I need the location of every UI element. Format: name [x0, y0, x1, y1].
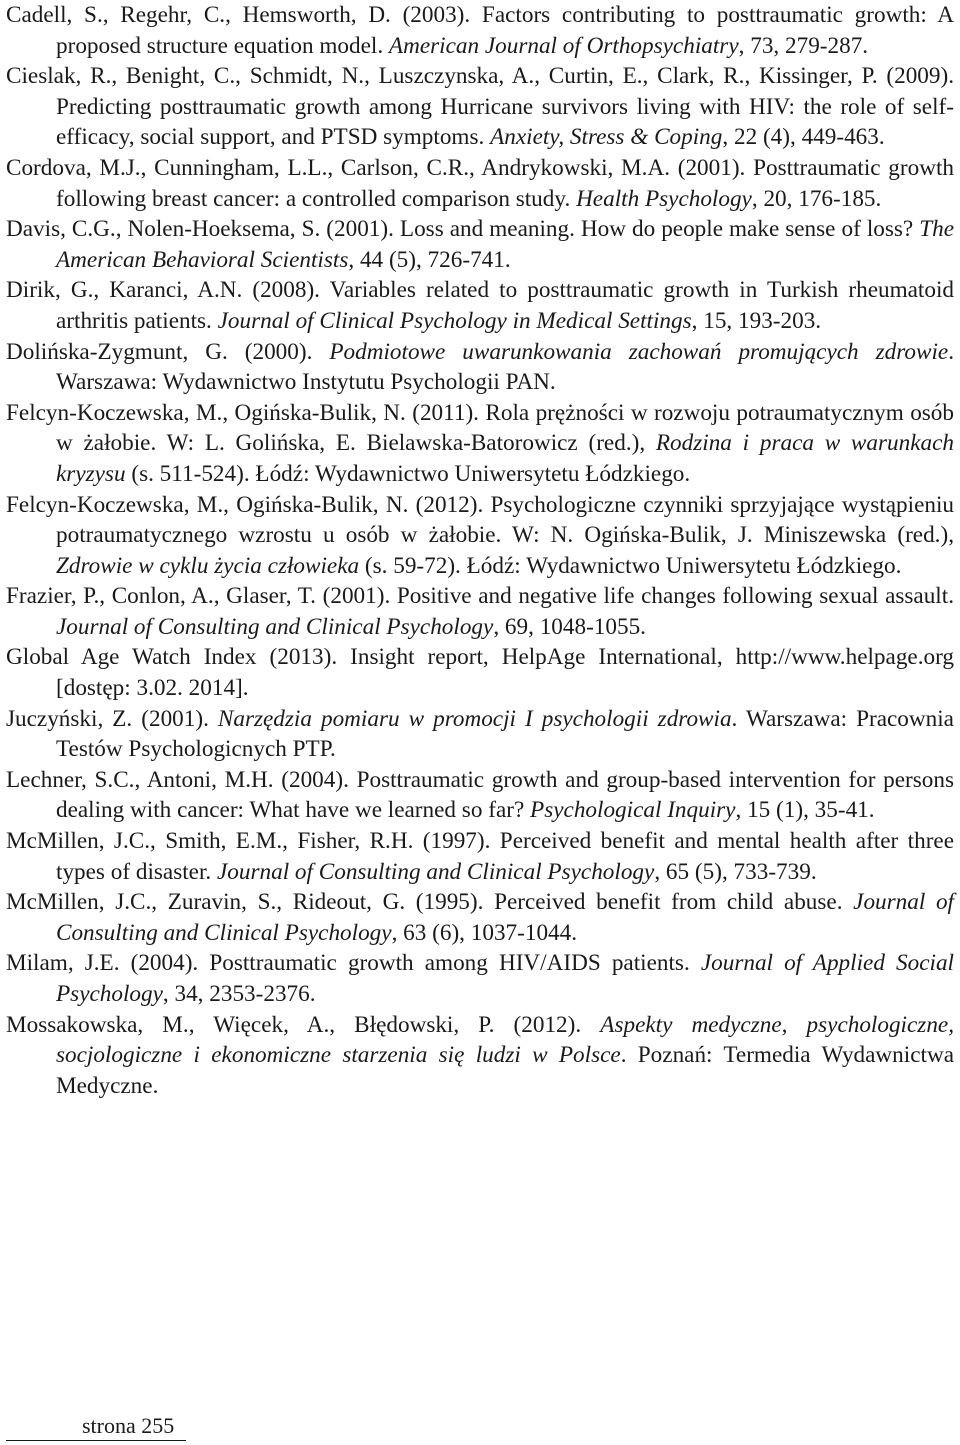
- footer-rule: [6, 1440, 186, 1441]
- reference-item: McMillen, J.C., Zuravin, S., Rideout, G. (1995). Perceived benefit from child abuse. Journal of Consulting and Clinical Psychology, 63 (6), 1037-1044.: [6, 889, 954, 946]
- reference-item: Global Age Watch Index (2013). Insight report, HelpAge International, http://www.helpage.org [dostęp: 3.02. 2014].: [6, 644, 954, 702]
- reference-item: Juczyński, Z. (2001). Narzędzia pomiaru w promocji I psychologii zdrowia. Warszawa: Pracownia Testów Psychologicnych PTP.: [6, 705, 954, 763]
- reference-item: Felcyn-Koczewska, M., Ogińska-Bulik, N. (2011). Rola prężności w rozwoju potraumatycznym osób w żałobie. W: L. Golińska, E. Bielawska-Batorowicz (red.), Rodzina i praca w warunkach kryzysu (s. 511-524). Łódź: Wydawnictwo Uniwersytetu Łódzkiego.: [6, 399, 954, 487]
- page-number: strona 255: [82, 1413, 175, 1438]
- reference-item: McMillen, J.C., Smith, E.M., Fisher, R.H. (1997). Perceived benefit and mental health after three types of disaster. Journal of Consulting and Clinical Psychology, 65 (5), 733-739.: [6, 828, 954, 885]
- reference-item: Cordova, M.J., Cunningham, L.L., Carlson, C.R., Andrykowski, M.A. (2001). Posttraumatic growth following breast cancer: a controlled comparison study. Health Psychology, 20, 176-185.: [6, 154, 954, 212]
- reference-item: Dolińska-Zygmunt, G. (2000). Podmiotowe uwarunkowania zachowań promujących zdrowie. Warszawa: Wydawnictwo Instytutu Psychologii PAN.: [6, 338, 954, 396]
- reference-list: [6, 0, 954, 1101]
- reference-item: Cieslak, R., Benight, C., Schmidt, N., Luszczynska, A., Curtin, E., Clark, R., Kissinger, P. (2009). Predicting posttraumatic growth among Hurricane survivors living with HIV: the role of self-efficacy, social support, and PTSD symptoms. Anxiety, Stress & Coping, 22 (4), 449-463.: [6, 63, 954, 151]
- reference-item: Felcyn-Koczewska, M., Ogińska-Bulik, N. (2012). Psychologiczne czynniki sprzyjające wystąpieniu potraumatycznego wzrostu u osób w żałobie. W: N. Ogińska-Bulik, J. Miniszewska (red.), Zdrowie w cyklu życia człowieka (s. 59-72). Łódź: Wydawnictwo Uniwersytetu Łódzkiego.: [6, 491, 954, 579]
- reference-item: Milam, J.E. (2004). Posttraumatic growth among HIV/AIDS patients. Journal of Applied Social Psychology, 34, 2353-2376.: [6, 950, 954, 1007]
- reference-item: Frazier, P., Conlon, A., Glaser, T. (2001). Positive and negative life changes following sexual assault. Journal of Consulting and Clinical Psychology, 69, 1048-1055.: [6, 583, 954, 640]
- reference-item: Lechner, S.C., Antoni, M.H. (2004). Posttraumatic growth and group-based intervention for persons dealing with cancer: What have we learned so far? Psychological Inquiry, 15 (1), 35-41.: [6, 766, 954, 824]
- reference-item: Davis, C.G., Nolen-Hoeksema, S. (2001). Loss and meaning. How do people make sense of loss? The American Behavioral Scientists, 44 (5), 726-741.: [6, 216, 954, 273]
- reference-item: Dirik, G., Karanci, A.N. (2008). Variables related to posttraumatic growth in Turkish rheumatoid arthritis patients. Journal of Clinical Psychology in Medical Settings, 15, 193-203.: [6, 277, 954, 334]
- reference-item: Mossakowska, M., Więcek, A., Błędowski, P. (2012). Aspekty medyczne, psychologiczne, socjologiczne i ekonomiczne starzenia się ludzi w Polsce. Poznań: Termedia Wydawnictwa Medyczne.: [6, 1011, 954, 1099]
- reference-item: Cadell, S., Regehr, C., Hemsworth, D. (2003). Factors contributing to posttraumatic growth: A proposed structure equation model. American Journal of Orthopsychiatry, 73, 279-287.: [6, 2, 954, 59]
